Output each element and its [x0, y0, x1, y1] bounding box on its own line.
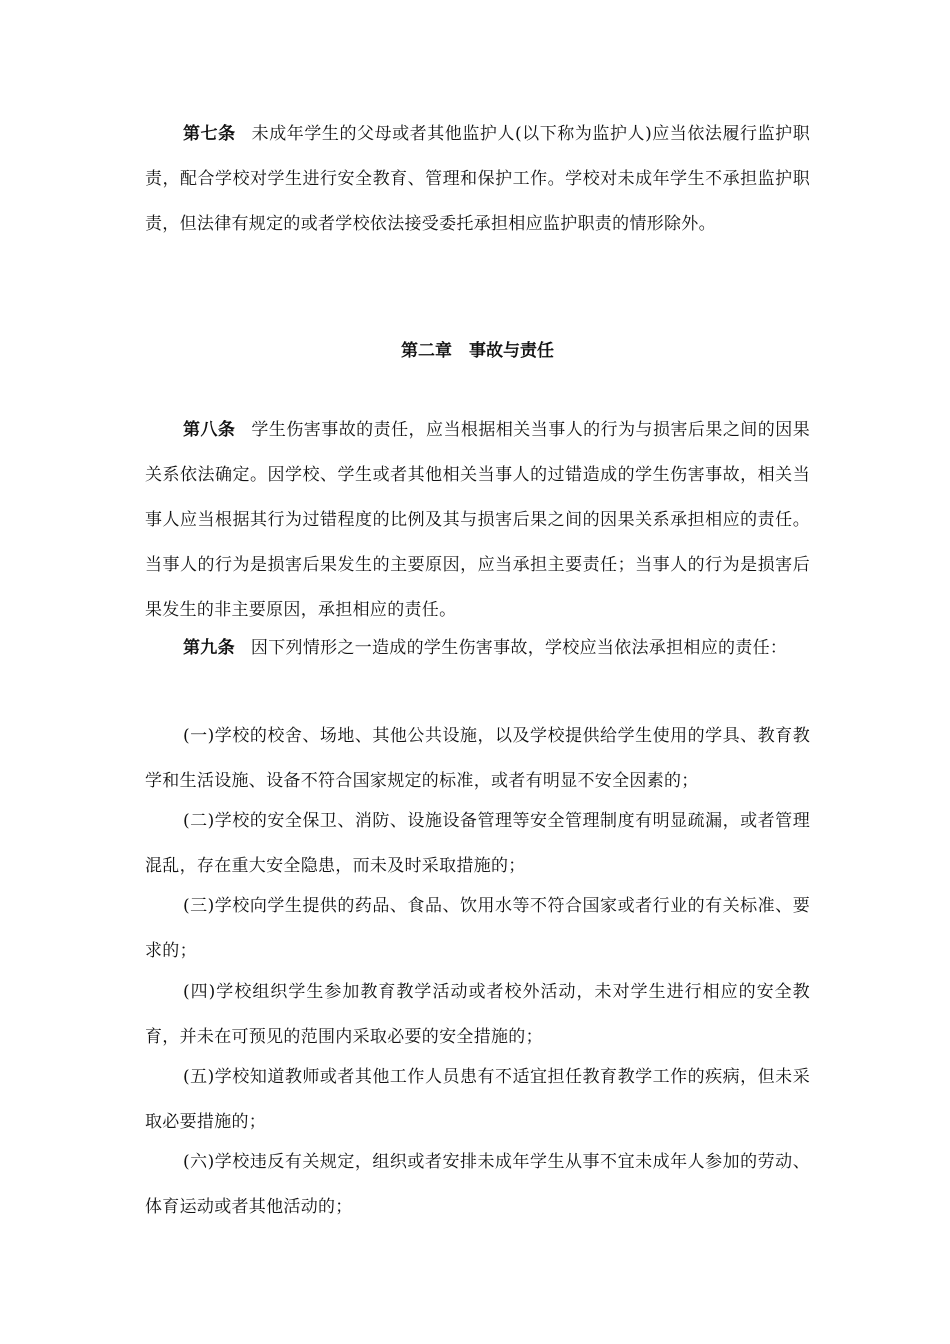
- article-9-item-6: (六)学校违反有关规定，组织或者安排未成年学生从事不宜未成年人参加的劳动、体育运动或者其他活动的；: [145, 1152, 810, 1217]
- article-9-item-1: (一)学校的校舍、场地、其他公共设施，以及学校提供给学生使用的学具、教育教学和生活设施、设备不符合国家规定的标准，或者有明显不安全因素的；: [145, 726, 810, 791]
- article-9-item-2: (二)学校的安全保卫、消防、设施设备管理等安全管理制度有明显疏漏，或者管理混乱，存在重大安全隐患，而未及时采取措施的；: [145, 811, 810, 876]
- chapter-heading: 第二章 事故与责任: [401, 341, 554, 361]
- article-7-text: 未成年学生的父母或者其他监护人(以下称为监护人)应当依法履行监护职责，配合学校对学生进行安全教育、管理和保护工作。学校对未成年学生不承担监护职责，但法律有规定的或者学校依法接受委托承担相应监护职责的情形除外。: [145, 124, 810, 234]
- article-9-label: 第九条: [183, 638, 235, 658]
- article-9-item-4: (四)学校组织学生参加教育教学活动或者校外活动，未对学生进行相应的安全教育，并未在可预见的范围内采取必要的安全措施的；: [145, 982, 810, 1047]
- article-9-item-5: (五)学校知道教师或者其他工作人员患有不适宜担任教育教学工作的疾病，但未采取必要措施的；: [145, 1067, 810, 1132]
- article-9-paragraph: [145, 626, 810, 671]
- article-9-text: 因下列情形之一造成的学生伤害事故，学校应当依法承担相应的责任：: [250, 638, 788, 658]
- article-9-item-3: (三)学校向学生提供的药品、食品、饮用水等不符合国家或者行业的有关标准、要求的；: [145, 896, 810, 961]
- article-8-label: 第八条: [183, 420, 236, 440]
- article-8-text: 学生伤害事故的责任，应当根据相关当事人的行为与损害后果之间的因果关系依法确定。因学校、学生或者其他相关当事人的过错造成的学生伤害事故，相关当事人应当根据其行为过错程度的比例及其与损害后果之间的因果关系承担相应的责任。当事人的行为是损害后果发生的主要原因，应当承担主要责任；当事人的行为是损害后果发生的非主要原因，承担相应的责任。: [145, 420, 810, 620]
- article-8-paragraph: [145, 408, 810, 633]
- article-7-paragraph: [145, 112, 810, 247]
- article-7-label: 第七条: [183, 124, 236, 144]
